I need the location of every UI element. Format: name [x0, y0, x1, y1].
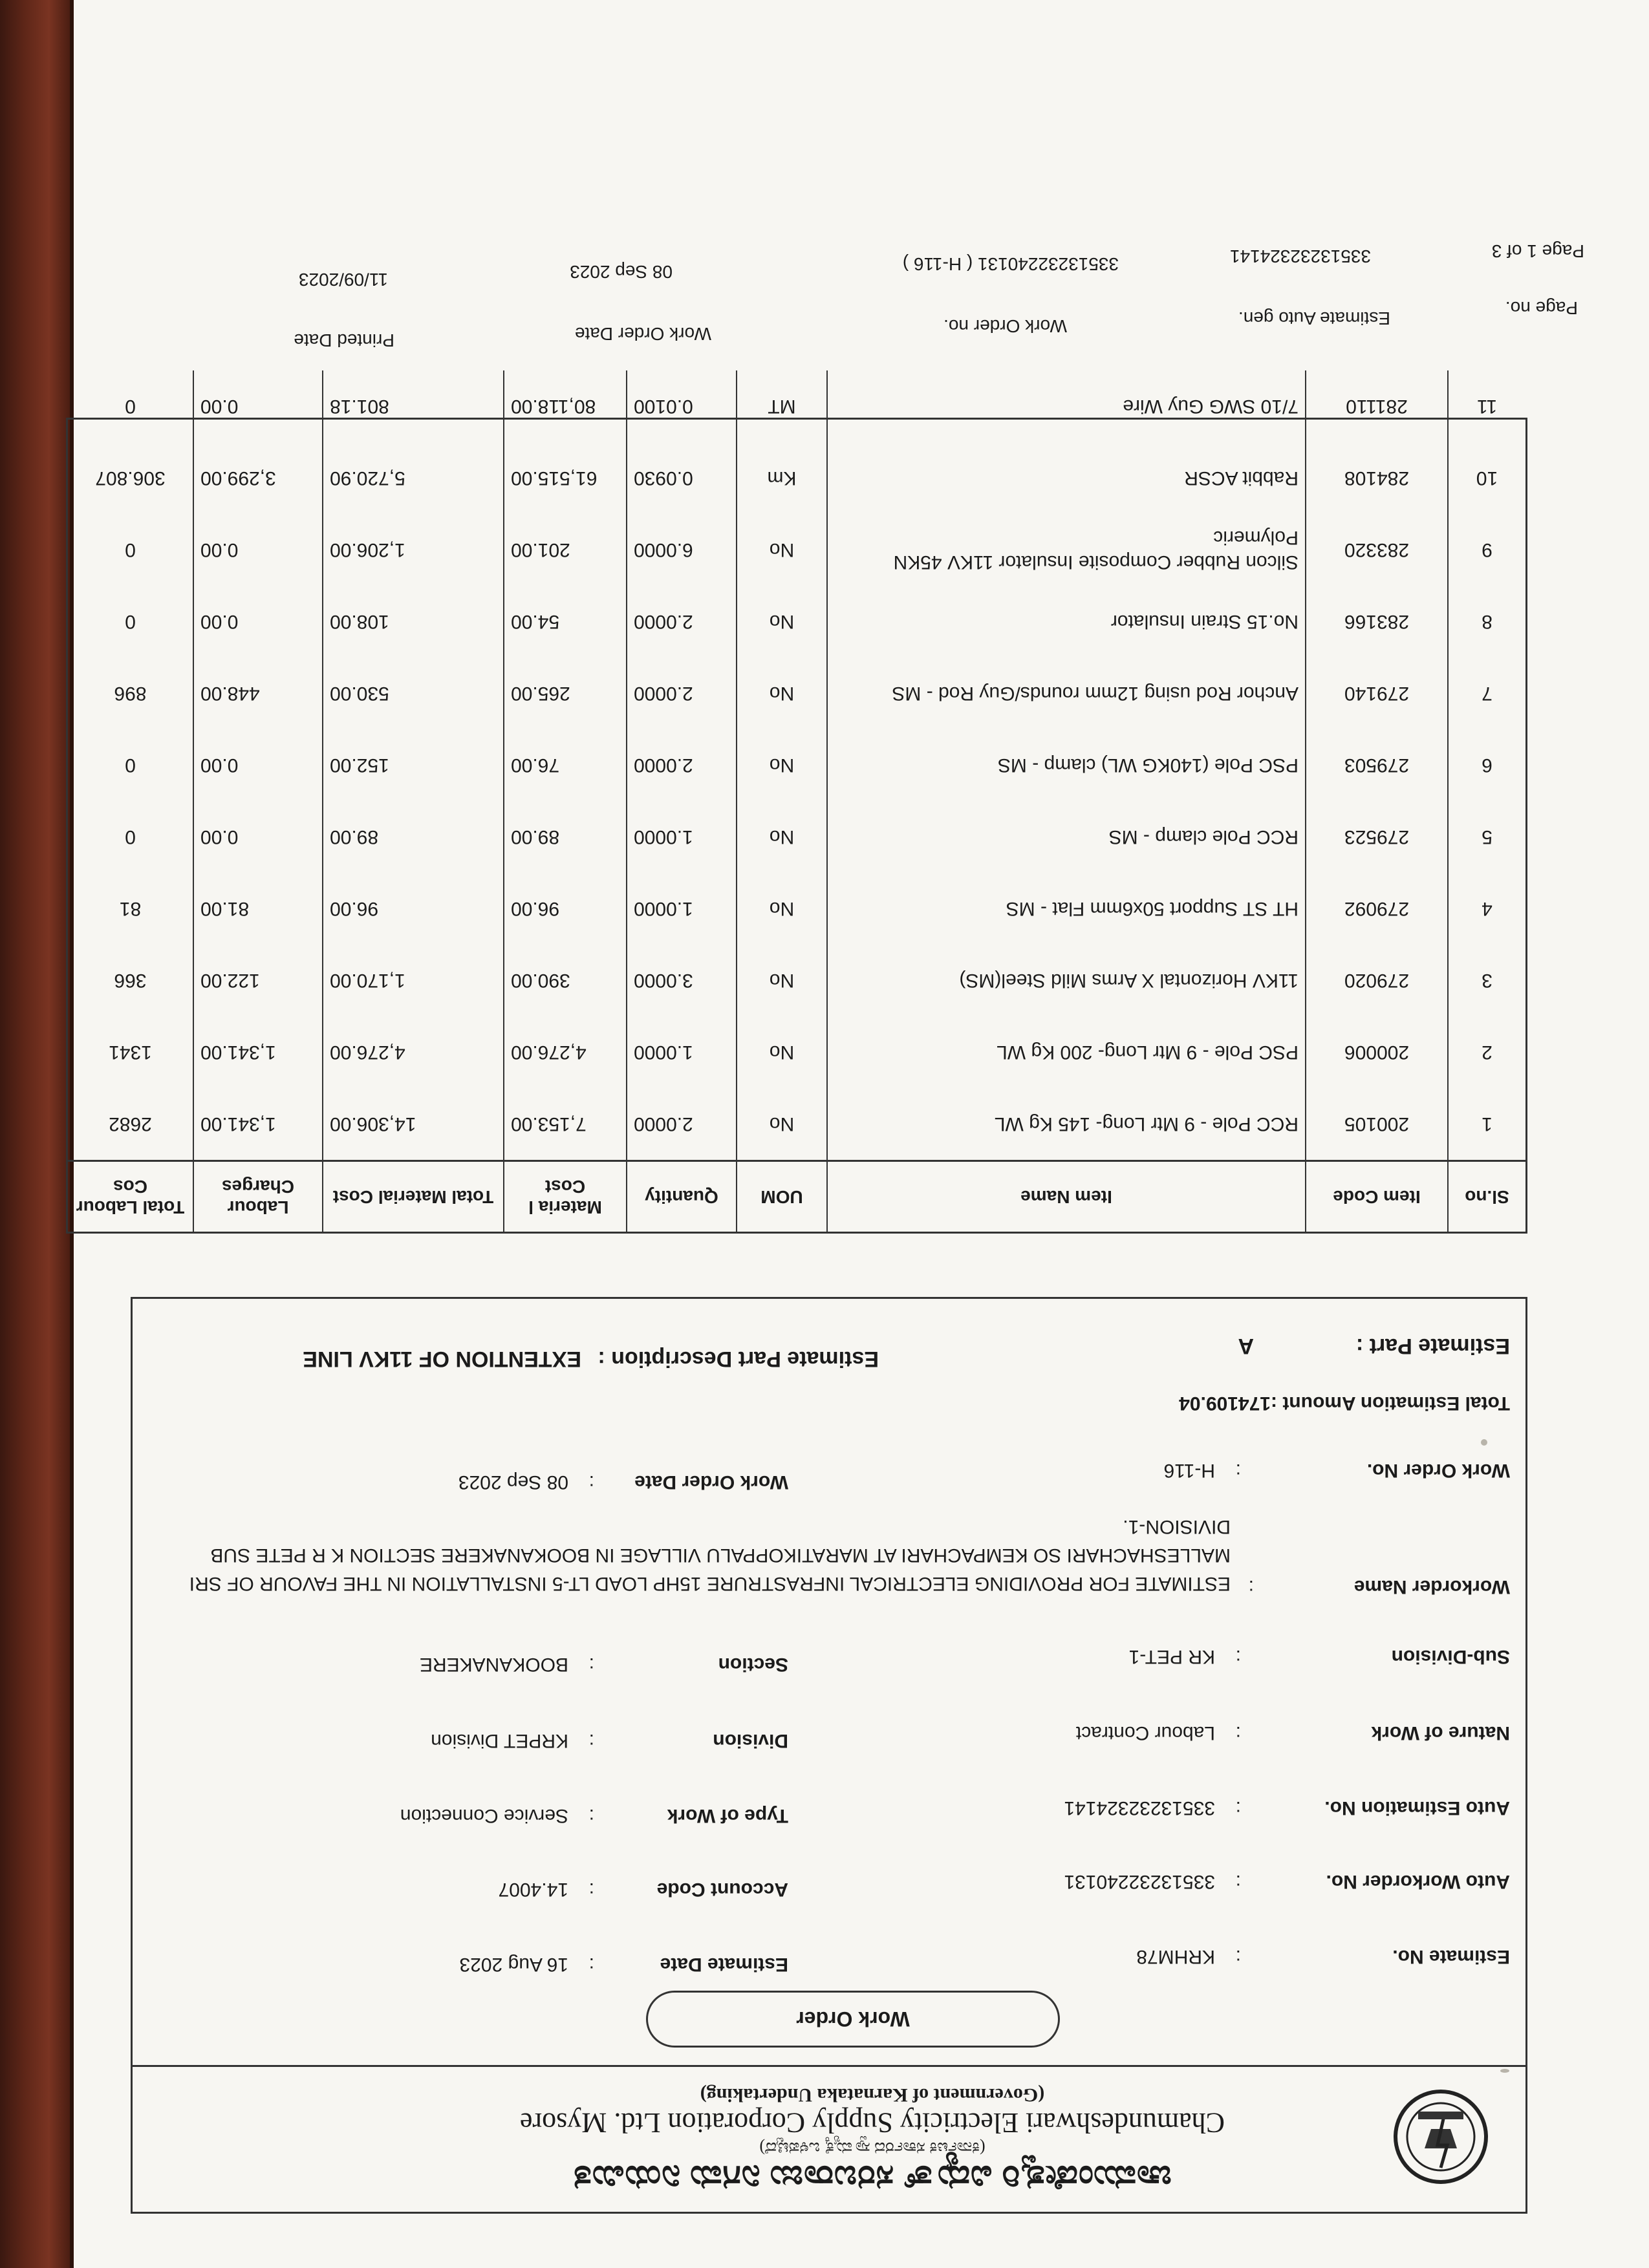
cell-slno: 5: [1448, 801, 1525, 873]
cell-item-name: PSC Pole - 9 Mtr Long- 200 Kg WL: [827, 1016, 1306, 1088]
cell-item-name: Silcon Rubber Composite Insulator 11KV 45KN Polymeric: [827, 514, 1306, 586]
cell-total-material-cost: 530.00: [323, 658, 504, 729]
cell-labour-charges: 448.00: [193, 658, 323, 729]
cell-quantity: 1.0000: [627, 1016, 737, 1088]
binding-spine: [0, 0, 70, 2268]
footer-printed-date-label: Printed Date: [294, 330, 394, 350]
cell-total-material-cost: 152.00: [323, 729, 504, 801]
section-value: BOOKANAKERE: [419, 1654, 568, 1675]
cell-item-code: 279092: [1306, 873, 1448, 945]
cell-total-labour-cost: 896: [114, 683, 147, 705]
footer-printed-date-value: 11/09/2023: [298, 270, 388, 290]
cell-total-material-cost: 4,276.00: [323, 1016, 504, 1088]
cell-quantity: 2.0000: [627, 586, 737, 658]
work-order-title: Work Order: [646, 1991, 1060, 2048]
cell-labour-charges: 81.00: [193, 873, 323, 945]
type-of-work-value: Service Connection: [400, 1805, 568, 1826]
table-row: [68, 945, 1525, 1016]
estimate-date-label: Estimate Date: [660, 1954, 788, 1975]
estimate-part-label: Estimate Part :: [1355, 1334, 1510, 1358]
cell-uom: No: [737, 801, 827, 873]
table-row: [68, 1088, 1525, 1161]
footer-estimate-auto-gen-value: 33513232324141: [1229, 246, 1371, 266]
estimate-no-value: KRHM78: [1136, 1946, 1215, 1967]
col-quantity: Quantity: [627, 1161, 737, 1232]
cell-material-cost: 80,118.00: [504, 370, 627, 442]
cell-uom: MT: [737, 370, 827, 442]
cell-quantity: 0.0930: [627, 442, 737, 514]
auto-workorder-no-label: Auto Workorder No.: [1326, 1871, 1510, 1892]
cell-material-cost: 54.00: [504, 586, 627, 658]
cell-item-code: 284108: [1306, 442, 1448, 514]
sub-division-value: KR PET-1: [1128, 1646, 1215, 1667]
cell-labour-charges: 0.00: [193, 586, 323, 658]
workorder-name-label: Workorder Name: [1353, 1576, 1510, 1598]
estimate-date-value: 16 Aug 2023: [459, 1954, 568, 1975]
items-table: [68, 370, 1525, 1232]
cell-item-code: 279523: [1306, 801, 1448, 873]
col-item-code: Item Code: [1306, 1161, 1448, 1232]
table-row: [68, 873, 1525, 945]
section-label: Section: [718, 1654, 788, 1675]
cell-total-labour-cost: 0: [125, 539, 136, 561]
col-slno: Sl.no: [1448, 1161, 1525, 1232]
col-total-material-cost: Total Material Cost: [323, 1161, 504, 1232]
table-row: [68, 442, 1525, 514]
cell-labour-charges: 1,341.00: [193, 1016, 323, 1088]
cell-material-cost: 390.00: [504, 945, 627, 1016]
work-order-no-value: H-116: [1163, 1460, 1215, 1481]
footer-estimate-auto-gen-label: Estimate Auto gen.: [1238, 308, 1390, 328]
table-row: [68, 1016, 1525, 1088]
footer-page-no-label: Page no.: [1505, 298, 1578, 318]
cell-uom: No: [737, 1016, 827, 1088]
total-estimation-label: Total Estimation Amount :: [1271, 1393, 1510, 1414]
cell-slno: 6: [1448, 729, 1525, 801]
col-total-labour-cost: Total Labour Cos: [68, 1161, 193, 1232]
cell-uom: No: [737, 1088, 827, 1161]
cell-total-labour-cost: 81: [119, 898, 142, 920]
cell-total-material-cost: 1,206.00: [323, 514, 504, 586]
cell-total-labour-cost: 0: [125, 611, 136, 633]
cell-slno: 9: [1448, 514, 1525, 586]
cell-uom: No: [737, 945, 827, 1016]
footer-work-order-date-value: 08 Sep 2023: [570, 262, 673, 282]
col-material-cost: Materia l Cost: [504, 1161, 627, 1232]
cell-quantity: 0.0100: [627, 370, 737, 442]
auto-workorder-no-value: 33513232240131: [1064, 1871, 1215, 1892]
col-uom: UOM: [737, 1161, 827, 1232]
cell-labour-charges: 122.00: [193, 945, 323, 1016]
cell-uom: No: [737, 514, 827, 586]
work-order-document: [74, 0, 1649, 2268]
cell-material-cost: 76.00: [504, 729, 627, 801]
cell-total-labour-cost: 2682: [109, 1113, 152, 1135]
cell-material-cost: 89.00: [504, 801, 627, 873]
work-order-date-value: 08 Sep 2023: [458, 1471, 568, 1493]
estimate-part-value: A: [1238, 1334, 1254, 1358]
cell-item-name: HT ST Support 50x6mm Flat - MS: [827, 873, 1306, 945]
division-label: Division: [713, 1730, 788, 1751]
table-row: [68, 801, 1525, 873]
government-undertaking: (Government of Karnataka Undertaking): [700, 2084, 1045, 2106]
cesc-logo-icon: [1379, 2084, 1502, 2194]
auto-estimation-no-value: 33513232324141: [1064, 1797, 1215, 1819]
kannada-company-name: ಚಾಮುಂಡೇಶ್ವರಿ ವಿದ್ಯುತ್ ಸರಬರಾಜು ನಿಗಮ ನಿಯಮಿತ: [573, 2159, 1172, 2196]
table-row: [68, 370, 1525, 442]
cell-item-name: 11KV Horizontal X Arms Mild Steel(MS): [827, 945, 1306, 1016]
scan-speck: [1481, 1439, 1487, 1446]
division-value: KRPET Division: [431, 1730, 568, 1751]
cell-quantity: 1.0000: [627, 873, 737, 945]
auto-estimation-no-label: Auto Estimation No.: [1324, 1797, 1510, 1819]
cell-uom: No: [737, 873, 827, 945]
company-name: Chamundeshwari Electricity Supply Corporation Ltd. Mysore: [519, 2107, 1225, 2139]
cell-item-name: No.15 Strain Insulator: [827, 586, 1306, 658]
cell-total-material-cost: 14,306.00: [323, 1088, 504, 1161]
footer-work-order-no-label: Work Order no.: [943, 316, 1067, 336]
header-frame: ಚಾಮುಂಡೇಶ್ವರಿ ವಿದ್ಯುತ್ ಸರಬರಾಜು ನಿಗಮ ನಿಯಮಿತ (ಕರ್ನಾಟಕ ಸರ್ಕಾರದ ಸ್ವಾಮ್ಯಕ್ಕೆ ಒಳಪಟ್ಟಿದೆ) Chamundeshwari Electricity Supply Corporation Ltd. Mysore (Government of Karnataka Undertaking) Work Order Estimate No. : KRHM78 Estimate Date : 16 Aug 2023 Auto Workorder No. : 33513232240131 Account Code : 14.4007 Auto Estimation No. : 33513232324141 Type of Work : Service Connection Nature of Work : Labour Contract Division : KRPET Division Sub-Division : KR PET-1 Section : BOOKANAKERE Workorder Name : ESTIMATE FOR PROVIDING ELECTRICAL INFRASTRURE 15HP LOAD LT-5 INSTALLATION IN THE FAVOUR OF SRI MALLESHACHARI SO KEMPACHARI AT MARATIKOPPALU VILLAGE IN BOOKANAKERE SECTION K R PETE SUB DIVISION-1. Work Order No. : H-116 Work Order Date : 08 Sep 2023 Total Estimation Amount : 174109.04 Estimate Part : A Estimate Part Description : EXTENTION OF 11KV LINE: [131, 1297, 1527, 2214]
table-row: [68, 586, 1525, 658]
cell-item-name: Anchor Rod using 12mm rounds/Guy Rod - MS: [827, 658, 1306, 729]
cell-labour-charges: 0.00: [193, 514, 323, 586]
items-table-box: [66, 396, 1527, 1234]
cell-total-labour-cost: 366: [114, 970, 147, 992]
footer-work-order-date-label: Work Order Date: [574, 324, 711, 344]
cell-labour-charges: 1,341.00: [193, 1088, 323, 1161]
cell-item-name: PSC Pole (140KG WL) clamp - MS: [827, 729, 1306, 801]
cell-total-material-cost: 96.00: [323, 873, 504, 945]
cell-slno: 8: [1448, 586, 1525, 658]
cell-total-material-cost: 1,170.00: [323, 945, 504, 1016]
nature-of-work-label: Nature of Work: [1371, 1722, 1510, 1744]
cell-material-cost: 61,515.00: [504, 442, 627, 514]
cell-slno: 10: [1448, 442, 1525, 514]
account-code-label: Account Code: [656, 1879, 788, 1900]
cell-total-labour-cost: 0: [125, 754, 136, 776]
cell-item-name: RCC Pole clamp - MS: [827, 801, 1306, 873]
table-header-row: [68, 1161, 1525, 1232]
cell-item-code: 281110: [1306, 370, 1448, 442]
table-row: [68, 658, 1525, 729]
cell-item-code: 279503: [1306, 729, 1448, 801]
cell-item-code: 283320: [1306, 514, 1448, 586]
cell-total-labour-cost: 0: [125, 826, 136, 848]
cell-labour-charges: 0.00: [193, 370, 323, 442]
cell-slno: 4: [1448, 873, 1525, 945]
cell-total-labour-cost: 1341: [109, 1042, 152, 1064]
account-code-value: 14.4007: [498, 1879, 568, 1900]
cell-quantity: 6.0000: [627, 514, 737, 586]
cell-quantity: 1.0000: [627, 801, 737, 873]
sub-division-label: Sub-Division: [1391, 1646, 1510, 1667]
cell-quantity: 3.0000: [627, 945, 737, 1016]
kannada-subtitle: (ಕರ್ನಾಟಕ ಸರ್ಕಾರದ ಸ್ವಾಮ್ಯಕ್ಕೆ ಒಳಪಟ್ಟಿದೆ): [759, 2139, 986, 2157]
cell-quantity: 2.0000: [627, 658, 737, 729]
cell-item-code: 279140: [1306, 658, 1448, 729]
scan-speck: [1500, 2069, 1509, 2073]
cell-uom: No: [737, 586, 827, 658]
cell-slno: 3: [1448, 945, 1525, 1016]
type-of-work-label: Type of Work: [667, 1805, 788, 1826]
col-item-name: Item Name: [827, 1161, 1306, 1232]
cell-material-cost: 7,153.00: [504, 1088, 627, 1161]
cell-labour-charges: 0.00: [193, 729, 323, 801]
cell-item-code: 200006: [1306, 1016, 1448, 1088]
cell-total-material-cost: 5,720.90: [323, 442, 504, 514]
letterhead: [133, 2065, 1525, 2212]
estimate-part-description-value: EXTENTION OF 11KV LINE: [303, 1347, 581, 1371]
footer-work-order-no-value: 33513232240131 ( H-116 ): [902, 254, 1119, 274]
cell-item-name: 7/10 SWG Guy Wire: [827, 370, 1306, 442]
work-order-no-label: Work Order No.: [1366, 1460, 1510, 1481]
cell-material-cost: 4,276.00: [504, 1016, 627, 1088]
work-order-date-label: Work Order Date: [634, 1471, 788, 1493]
cell-uom: No: [737, 729, 827, 801]
cell-total-material-cost: 89.00: [323, 801, 504, 873]
cell-quantity: 2.0000: [627, 729, 737, 801]
cell-total-material-cost: 801.18: [323, 370, 504, 442]
cell-item-name: RCC Pole - 9 Mtr Long- 145 Kg WL: [827, 1088, 1306, 1161]
cell-labour-charges: 0.00: [193, 801, 323, 873]
estimate-part-description-label: Estimate Part Description :: [598, 1347, 879, 1371]
cell-item-code: 200105: [1306, 1088, 1448, 1161]
cell-total-material-cost: 108.00: [323, 586, 504, 658]
cell-slno: 1: [1448, 1088, 1525, 1161]
footer-page-value: Page 1 of 3: [1491, 241, 1584, 261]
cell-uom: Km: [737, 442, 827, 514]
cell-quantity: 2.0000: [627, 1088, 737, 1161]
cell-material-cost: 201.00: [504, 514, 627, 586]
workorder-name-value: ESTIMATE FOR PROVIDING ELECTRICAL INFRASTRURE 15HP LOAD LT-5 INSTALLATION IN THE FAVOUR OF SRI MALLESHACHARI SO KEMPACHARI AT MARATIKOPPALU VILLAGE IN BOOKANAKERE SECTION K R PETE SUB DIVISION-1.: [189, 1516, 1231, 1594]
cell-item-code: 283166: [1306, 586, 1448, 658]
cell-slno: 2: [1448, 1016, 1525, 1088]
cell-slno: 11: [1448, 370, 1525, 442]
cell-material-cost: 96.00: [504, 873, 627, 945]
cell-total-labour-cost: 0: [125, 396, 136, 418]
cell-item-name: Rabbit ACSR: [827, 442, 1306, 514]
cell-labour-charges: 3,299.00: [193, 442, 323, 514]
cell-uom: No: [737, 658, 827, 729]
nature-of-work-value: Labour Contract: [1075, 1722, 1215, 1744]
estimate-no-label: Estimate No.: [1392, 1946, 1510, 1967]
cell-item-code: 279020: [1306, 945, 1448, 1016]
cell-slno: 7: [1448, 658, 1525, 729]
cell-material-cost: 265.00: [504, 658, 627, 729]
table-row: [68, 514, 1525, 586]
cell-total-labour-cost: 306.807: [95, 467, 166, 489]
total-estimation-value: 174109.04: [1179, 1393, 1271, 1414]
table-row: [68, 729, 1525, 801]
col-labour-charges: Labour Charges: [193, 1161, 323, 1232]
